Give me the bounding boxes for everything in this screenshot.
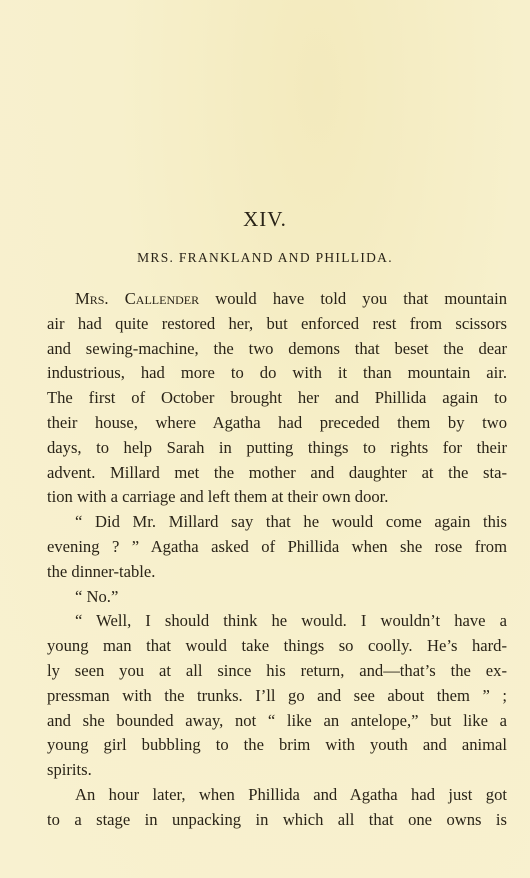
text-line: to a stage in unpacking in which all that one owns is [47,809,507,829]
text-line: “ No.” [75,586,119,606]
line-text: would have told you that mountain [199,289,507,308]
text-line: “ Did Mr. Millard say that he would come again this [75,512,507,532]
text-line: days, to help Sarah in putting things to rights for their [47,437,507,457]
text-line: “ Well, I should think he would. I wouldn’t have a [75,611,507,631]
text-line: evening ? ” Agatha asked of Phillida when she rose from [47,536,507,556]
text-line: tion with a carriage and left them at their own door. [47,487,389,507]
text-line: air had quite restored her, but enforced rest from scissors [47,313,507,333]
text-line: The first of October brought her and Phillida again to [47,388,507,408]
body-text [47,287,507,833]
text-line: and sewing-machine, the two demons that beset the dear [47,338,507,358]
lead-name: Mrs. Callender [75,289,200,308]
text-line: industrious, had more to do with it than mountain air. [47,363,507,383]
text-line: their house, where Agatha had preceded them by two [47,412,507,432]
text-line: advent. Millard met the mother and daughter at the sta- [47,462,507,482]
chapter-number: XIV. [243,207,287,231]
text-line [47,287,507,312]
text-line: spirits. [47,760,92,780]
text-line: young girl bubbling to the brim with youth and animal [47,735,507,755]
text-line: ly seen you at all since his return, and—that’s the ex- [47,660,507,680]
chapter-title: MRS. FRANKLAND AND PHILLIDA. [137,250,393,265]
text-line: and she bounded away, not “ like an antelope,” but like a [47,710,507,730]
text-line: An hour later, when Phillida and Agatha had just got [75,784,507,804]
text-line: pressman with the trunks. I’ll go and see about them ” ; [47,685,507,705]
text-line: young man that would take things so coolly. He’s hard- [47,636,507,656]
text-line: the dinner-table. [47,561,156,581]
